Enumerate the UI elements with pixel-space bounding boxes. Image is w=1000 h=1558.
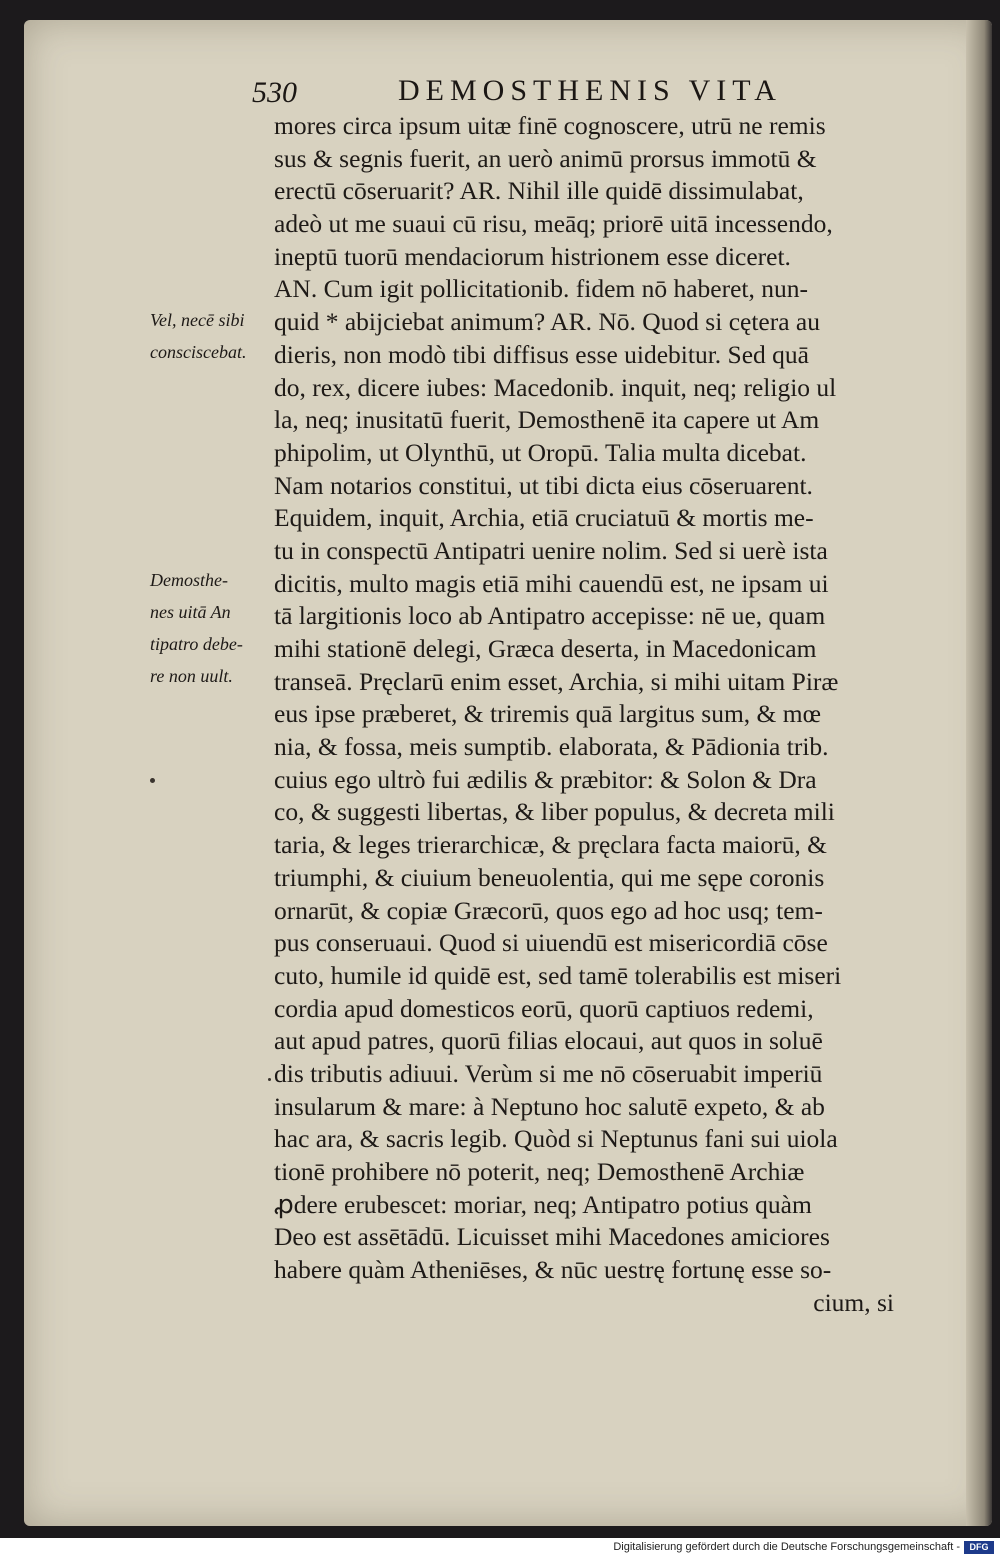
- text-line: hac ara, & sacris legib. Quòd si Neptunus fani sui uiola: [274, 1124, 838, 1154]
- marginal-note-line: nes uitā An: [150, 602, 231, 622]
- text-line: dicitis, multo magis etiā mihi cauendū est, ne ipsam ui: [274, 568, 829, 598]
- text-line: tu in conspectū Antipatri uenire nolim. Sed si uerè ista: [274, 535, 828, 565]
- marginal-note-line: re non uult.: [150, 666, 233, 686]
- ink-speck: [150, 778, 155, 783]
- text-line: ꝓdere erubescet: moriar, neq; Antipatro potius quàm: [274, 1189, 812, 1219]
- marginal-note-line: tipatro debe-: [150, 634, 243, 654]
- text-line: triumphi, & ciuium beneuolentia, qui me sępe coronis: [274, 862, 825, 892]
- text-line: co, & suggesti libertas, & liber populus, & decreta mili: [274, 797, 835, 827]
- text-line: transeā. Pręclarū enim esset, Archia, si mihi uitam Piræ: [274, 666, 839, 696]
- text-line: ornarūt, & copiæ Græcorū, quos ego ad hoc usq; tem-: [274, 895, 823, 925]
- page-fold-shadow: [966, 20, 992, 1526]
- text-line: erectū cōseruarit? AR. Nihil ille quidē dissimulabat,: [274, 176, 804, 206]
- dfg-logo: DFG: [964, 1541, 994, 1554]
- body-text: [274, 110, 924, 1319]
- funding-credit: Digitalisierung gefördert durch die Deutsche Forschungsgemeinschaft -: [613, 1541, 960, 1553]
- marginal-note-1: [150, 304, 272, 368]
- marginal-note-line: consciscebat.: [150, 342, 247, 362]
- text-line: phipolim, ut Olynthū, ut Oropū. Talia multa dicebat.: [274, 437, 807, 467]
- text-line: cordia apud domesticos eorū, quorū captiuos redemi,: [274, 993, 814, 1023]
- footer-bar: [0, 1538, 1000, 1558]
- text-line: habere quàm Atheniēses, & nūc uestrę fortunę esse so-: [274, 1255, 832, 1285]
- text-line: tā largitionis loco ab Antipatro accepisse: nē ue, quam: [274, 601, 826, 631]
- text-line: dis tributis adiuui. Verùm si me nō cōseruabit imperiū: [274, 1058, 823, 1088]
- text-line: Deo est assētādū. Licuisset mihi Macedones amiciores: [274, 1222, 830, 1252]
- text-line: do, rex, dicere iubes: Macedonib. inquit, neq; religio ul: [274, 372, 837, 402]
- text-line: dieris, non modò tibi diffisus esse uidebitur. Sed quā: [274, 339, 809, 369]
- text-line: tionē prohibere nō poterit, neq; Demosthenē Archiæ: [274, 1157, 805, 1186]
- text-line: taria, & leges trierarchicæ, & pręclara facta maiorū, &: [274, 830, 827, 860]
- page-number: 530: [252, 76, 297, 109]
- running-head: [252, 72, 832, 112]
- text-line: AN. Cum igit pollicitationib. fidem nō haberet, nun-: [274, 274, 808, 304]
- ink-speck: [268, 1078, 271, 1081]
- text-line: eus ipse præberet, & triremis quā largitus sum, & mœ: [274, 699, 821, 729]
- text-line: adeò ut me suaui cū risu, meāq; priorē uitā incessendo,: [274, 209, 833, 239]
- text-line: aut apud patres, quorū filias elocaui, aut quos in soluē: [274, 1026, 823, 1056]
- running-title: DEMOSTHENIS VITA: [398, 74, 782, 107]
- text-line: insularum & mare: à Neptuno hoc salutē expeto, & ab: [274, 1091, 825, 1121]
- marginal-note-2: [150, 564, 272, 692]
- text-line: sus & segnis fuerit, an uerò animū prorsus immotū &: [274, 143, 817, 173]
- catchword: cium, si: [813, 1287, 894, 1317]
- text-line: cuto, humile id quidē est, sed tamē tolerabilis est miseri: [274, 960, 842, 990]
- text-line: pus conseruaui. Quod si uiuendū est misericordiā cōse: [274, 928, 828, 958]
- marginal-note-line: Vel, necē sibi: [150, 310, 245, 330]
- text-line: nia, & fossa, meis sumptib. elaborata, & Pādionia trib.: [274, 732, 829, 762]
- text-line: quid * abijciebat animum? AR. Nō. Quod si cętera au: [274, 307, 820, 337]
- text-line: ineptū tuorū mendaciorum histrionem esse diceret.: [274, 241, 791, 271]
- marginal-note-line: Demosthe-: [150, 570, 228, 590]
- text-line: mihi stationē delegi, Græca deserta, in Macedonicam: [274, 634, 817, 663]
- text-line: la, neq; inusitatū fuerit, Demosthenē ita capere ut Am: [274, 405, 820, 435]
- text-line: cuius ego ultrò fui ædilis & præbitor: & Solon & Dra: [274, 764, 817, 794]
- text-line: Equidem, inquit, Archia, etiā cruciatuū & mortis me-: [274, 503, 814, 533]
- text-line: mores circa ipsum uitæ finē cognoscere, utrū ne remis: [274, 111, 826, 140]
- text-line: Nam notarios constitui, ut tibi dicta eius cōseruarent.: [274, 470, 813, 500]
